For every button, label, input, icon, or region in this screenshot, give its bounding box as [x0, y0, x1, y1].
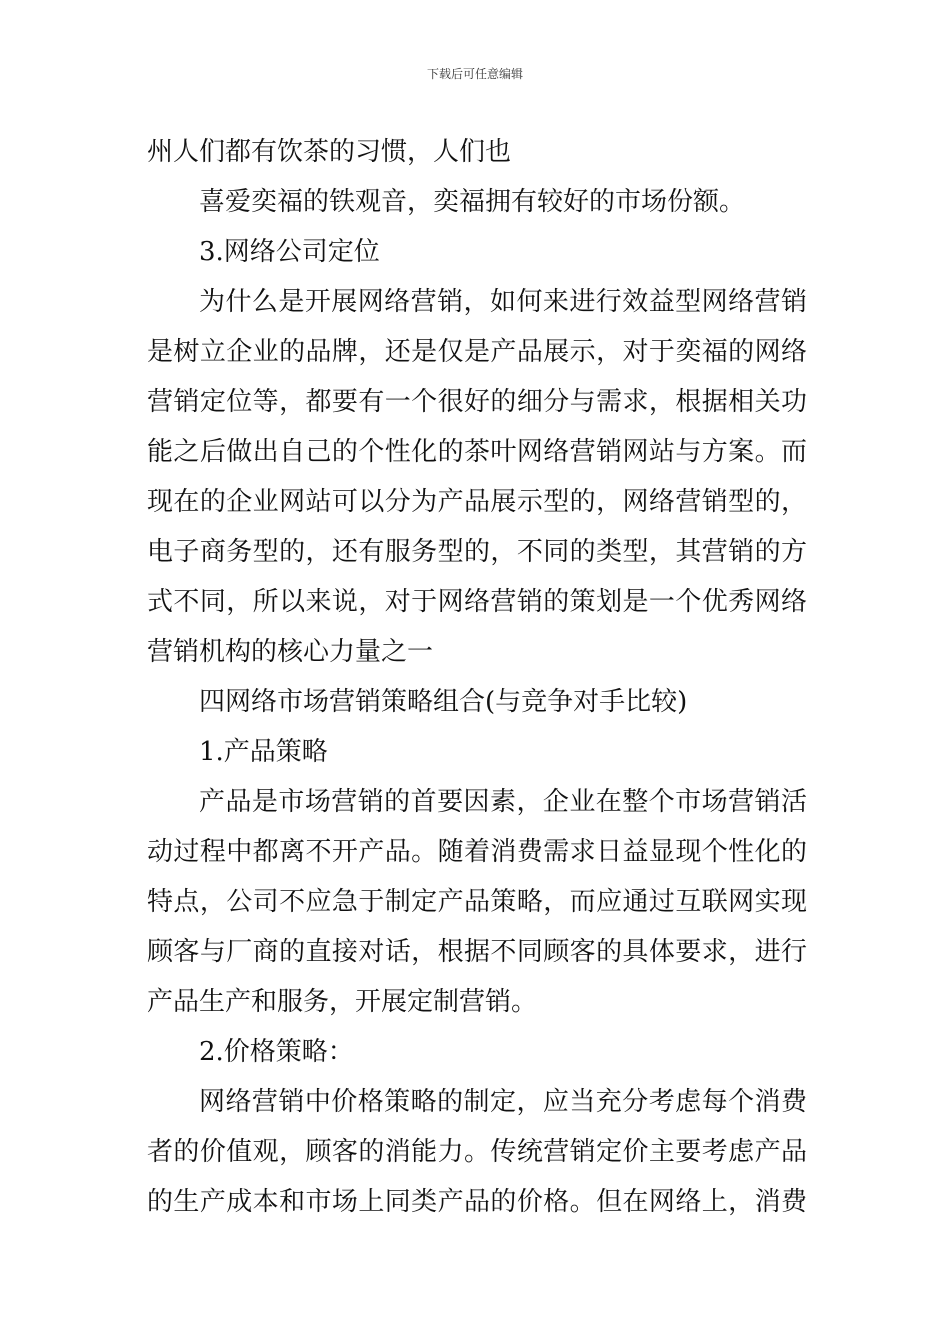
page-header: 下载后可任意编辑 [426, 67, 523, 81]
text-line: 州人们都有饮茶的习惯，人们也 [147, 137, 512, 167]
text-line: 动过程中都离不开产品。随着消费需求日益显现个性化的 [147, 837, 807, 867]
text-line: 营销机构的核心力量之一 [147, 637, 434, 667]
text-line: 能之后做出自己的个性化的茶叶网络营销网站与方案。而 [147, 437, 807, 467]
text-line: 产品是市场营销的首要因素，企业在整个市场营销活 [199, 787, 807, 817]
text-line: 现在的企业网站可以分为产品展示型的，网络营销型的， [147, 487, 807, 517]
text-line: 喜爱奕福的铁观音，奕福拥有较好的市场份额。 [199, 187, 746, 217]
section-heading: 2.价格策略： [199, 1037, 354, 1067]
text-line: 是树立企业的品牌，还是仅是产品展示，对于奕福的网络 [147, 337, 807, 367]
text-line: 的生产成本和市场上同类产品的价格。但在网络上，消费 [147, 1187, 807, 1217]
text-line: 式不同，所以来说，对于网络营销的策划是一个优秀网络 [147, 587, 807, 617]
document-body [147, 127, 807, 1227]
text-line: 者的价值观，顾客的消能力。传统营销定价主要考虑产品 [147, 1137, 807, 1167]
text-line: 特点，公司不应急于制定产品策略，而应通过互联网实现 [147, 887, 807, 917]
text-line: 营销定位等，都要有一个很好的细分与需求，根据相关功 [147, 387, 807, 417]
section-heading: 3.网络公司定位 [199, 237, 380, 267]
section-heading: 四网络市场营销策略组合(与竞争对手比较) [199, 687, 688, 717]
text-line: 产品生产和服务，开展定制营销。 [147, 987, 538, 1017]
text-line: 为什么是开展网络营销，如何来进行效益型网络营销 [199, 287, 807, 317]
text-line: 电子商务型的，还有服务型的，不同的类型，其营销的方 [147, 537, 807, 567]
text-line: 顾客与厂商的直接对话，根据不同顾客的具体要求，进行 [147, 937, 807, 967]
section-heading: 1.产品策略 [199, 737, 328, 767]
text-line: 网络营销中价格策略的制定，应当充分考虑每个消费 [199, 1087, 807, 1117]
